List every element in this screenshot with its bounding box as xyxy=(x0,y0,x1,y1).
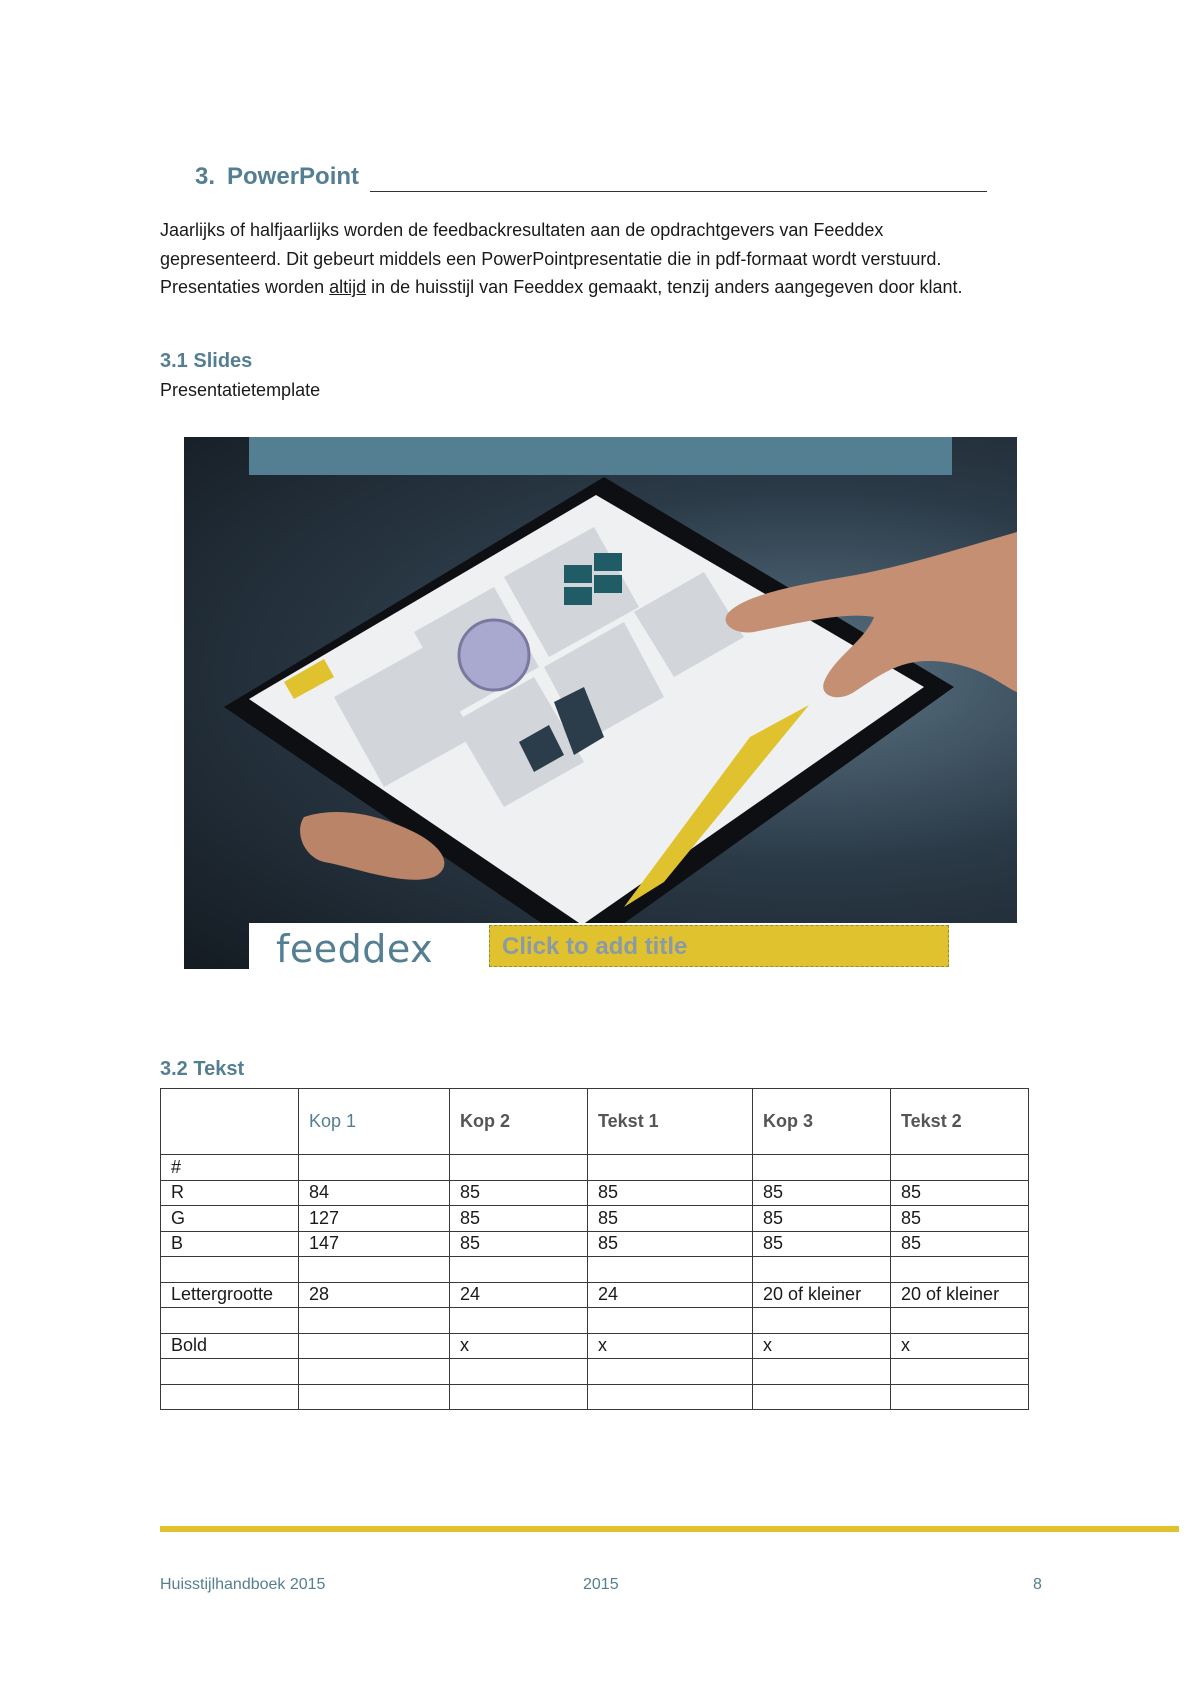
footer-rule xyxy=(160,1526,1179,1532)
row-label-cell xyxy=(161,1308,299,1334)
table-cell xyxy=(891,1359,1029,1385)
table-cell: 85 xyxy=(450,1180,588,1206)
row-label-cell: Lettergrootte xyxy=(161,1282,299,1308)
table-cell: 85 xyxy=(891,1180,1029,1206)
row-label-cell xyxy=(161,1384,299,1410)
table-cell: 24 xyxy=(588,1282,753,1308)
table-row xyxy=(161,1231,1029,1257)
table-cell xyxy=(891,1308,1029,1334)
row-label-cell: R xyxy=(161,1180,299,1206)
table-cell: 85 xyxy=(753,1206,891,1232)
table-row xyxy=(161,1206,1029,1232)
tekst-heading: 3.2 Tekst xyxy=(160,1058,245,1080)
table-cell: 147 xyxy=(299,1231,450,1257)
table-row xyxy=(161,1333,1029,1359)
table-cell xyxy=(450,1257,588,1283)
table-header-row xyxy=(161,1089,1029,1155)
intro-line-1: Jaarlijks of halfjaarlijks worden de feedbackresultaten aan de opdrachtgevers van Feeddex xyxy=(160,220,884,240)
row-label-cell xyxy=(161,1359,299,1385)
table-cell xyxy=(299,1257,450,1283)
intro-line-3-start: Presentaties worden xyxy=(160,277,330,297)
table-cell xyxy=(588,1308,753,1334)
table-cell xyxy=(753,1155,891,1181)
feeddex-logo: feeddex xyxy=(276,927,434,969)
table-cell xyxy=(450,1155,588,1181)
text-style-table xyxy=(160,1088,1029,1410)
intro-line-2: gepresenteerd. Dit gebeurt middels een PowerPointpresentatie die in pdf-formaat wordt verstuurd. xyxy=(160,248,942,269)
table-cell: 85 xyxy=(588,1180,753,1206)
table-cell: 85 xyxy=(450,1206,588,1232)
row-label-cell xyxy=(161,1257,299,1283)
header-kop-1: Kop 1 xyxy=(299,1089,450,1155)
header-tekst-1: Tekst 1 xyxy=(588,1089,753,1155)
presentation-template-image xyxy=(184,437,1017,969)
slide-title-placeholder: Click to add title xyxy=(502,933,688,960)
slide-top-bar xyxy=(249,437,952,475)
table-cell xyxy=(891,1257,1029,1283)
table-cell: x xyxy=(753,1333,891,1359)
section-heading xyxy=(195,163,359,191)
slides-caption: Presentatietemplate xyxy=(160,380,321,400)
table-cell: 85 xyxy=(891,1231,1029,1257)
page-number: 8 xyxy=(1033,1576,1042,1593)
header-cell xyxy=(161,1089,299,1155)
table-cell xyxy=(891,1384,1029,1410)
table-cell xyxy=(588,1155,753,1181)
table-cell xyxy=(450,1384,588,1410)
intro-underlined-word: altijd xyxy=(329,277,367,297)
row-label-cell: B xyxy=(161,1231,299,1257)
table-cell: 85 xyxy=(588,1206,753,1232)
table-cell xyxy=(588,1359,753,1385)
row-label-cell: G xyxy=(161,1206,299,1232)
table-cell: 20 of kleiner xyxy=(753,1282,891,1308)
table-cell: x xyxy=(588,1333,753,1359)
table-cell xyxy=(753,1308,891,1334)
row-label-cell: Bold xyxy=(161,1333,299,1359)
table-cell: x xyxy=(891,1333,1029,1359)
heading-rule xyxy=(370,191,987,192)
row-label-cell: # xyxy=(161,1155,299,1181)
table-row xyxy=(161,1155,1029,1181)
table-cell xyxy=(299,1333,450,1359)
slides-heading: 3.1 Slides xyxy=(160,350,253,372)
table-cell: x xyxy=(450,1333,588,1359)
table-cell xyxy=(450,1308,588,1334)
table-cell xyxy=(299,1359,450,1385)
footer-year: 2015 xyxy=(583,1576,619,1593)
table-cell xyxy=(299,1384,450,1410)
table-row xyxy=(161,1282,1029,1308)
table-cell xyxy=(588,1384,753,1410)
section-number: 3. xyxy=(195,163,216,190)
intro-paragraph xyxy=(160,216,1060,302)
table-cell xyxy=(753,1359,891,1385)
table-cell xyxy=(753,1384,891,1410)
table-cell: 24 xyxy=(450,1282,588,1308)
table-cell: 85 xyxy=(891,1206,1029,1232)
table-cell xyxy=(299,1155,450,1181)
table-row xyxy=(161,1359,1029,1385)
table-cell: 127 xyxy=(299,1206,450,1232)
header-kop-3: Kop 3 xyxy=(753,1089,891,1155)
header-kop-2: Kop 2 xyxy=(450,1089,588,1155)
table-row xyxy=(161,1308,1029,1334)
table-cell xyxy=(450,1359,588,1385)
table-cell: 20 of kleiner xyxy=(891,1282,1029,1308)
footer-title: Huisstijlhandboek 2015 xyxy=(160,1576,326,1593)
table-cell: 85 xyxy=(588,1231,753,1257)
table-cell xyxy=(891,1155,1029,1181)
intro-line-3-end: in de huisstijl van Feeddex gemaakt, tenzij anders aangegeven door klant. xyxy=(366,277,963,297)
table-cell xyxy=(753,1257,891,1283)
header-tekst-2: Tekst 2 xyxy=(891,1089,1029,1155)
section-title: PowerPoint xyxy=(227,163,360,190)
tablet-device xyxy=(224,477,954,952)
table-cell: 28 xyxy=(299,1282,450,1308)
table-cell xyxy=(588,1257,753,1283)
table-cell: 85 xyxy=(753,1231,891,1257)
table-row xyxy=(161,1180,1029,1206)
table-cell: 85 xyxy=(450,1231,588,1257)
table-cell xyxy=(299,1308,450,1334)
table-row xyxy=(161,1384,1029,1410)
intro-line-3 xyxy=(160,273,1060,302)
table-row xyxy=(161,1257,1029,1283)
table-cell: 85 xyxy=(753,1180,891,1206)
table-cell: 84 xyxy=(299,1180,450,1206)
tablet-photo xyxy=(184,437,1017,969)
